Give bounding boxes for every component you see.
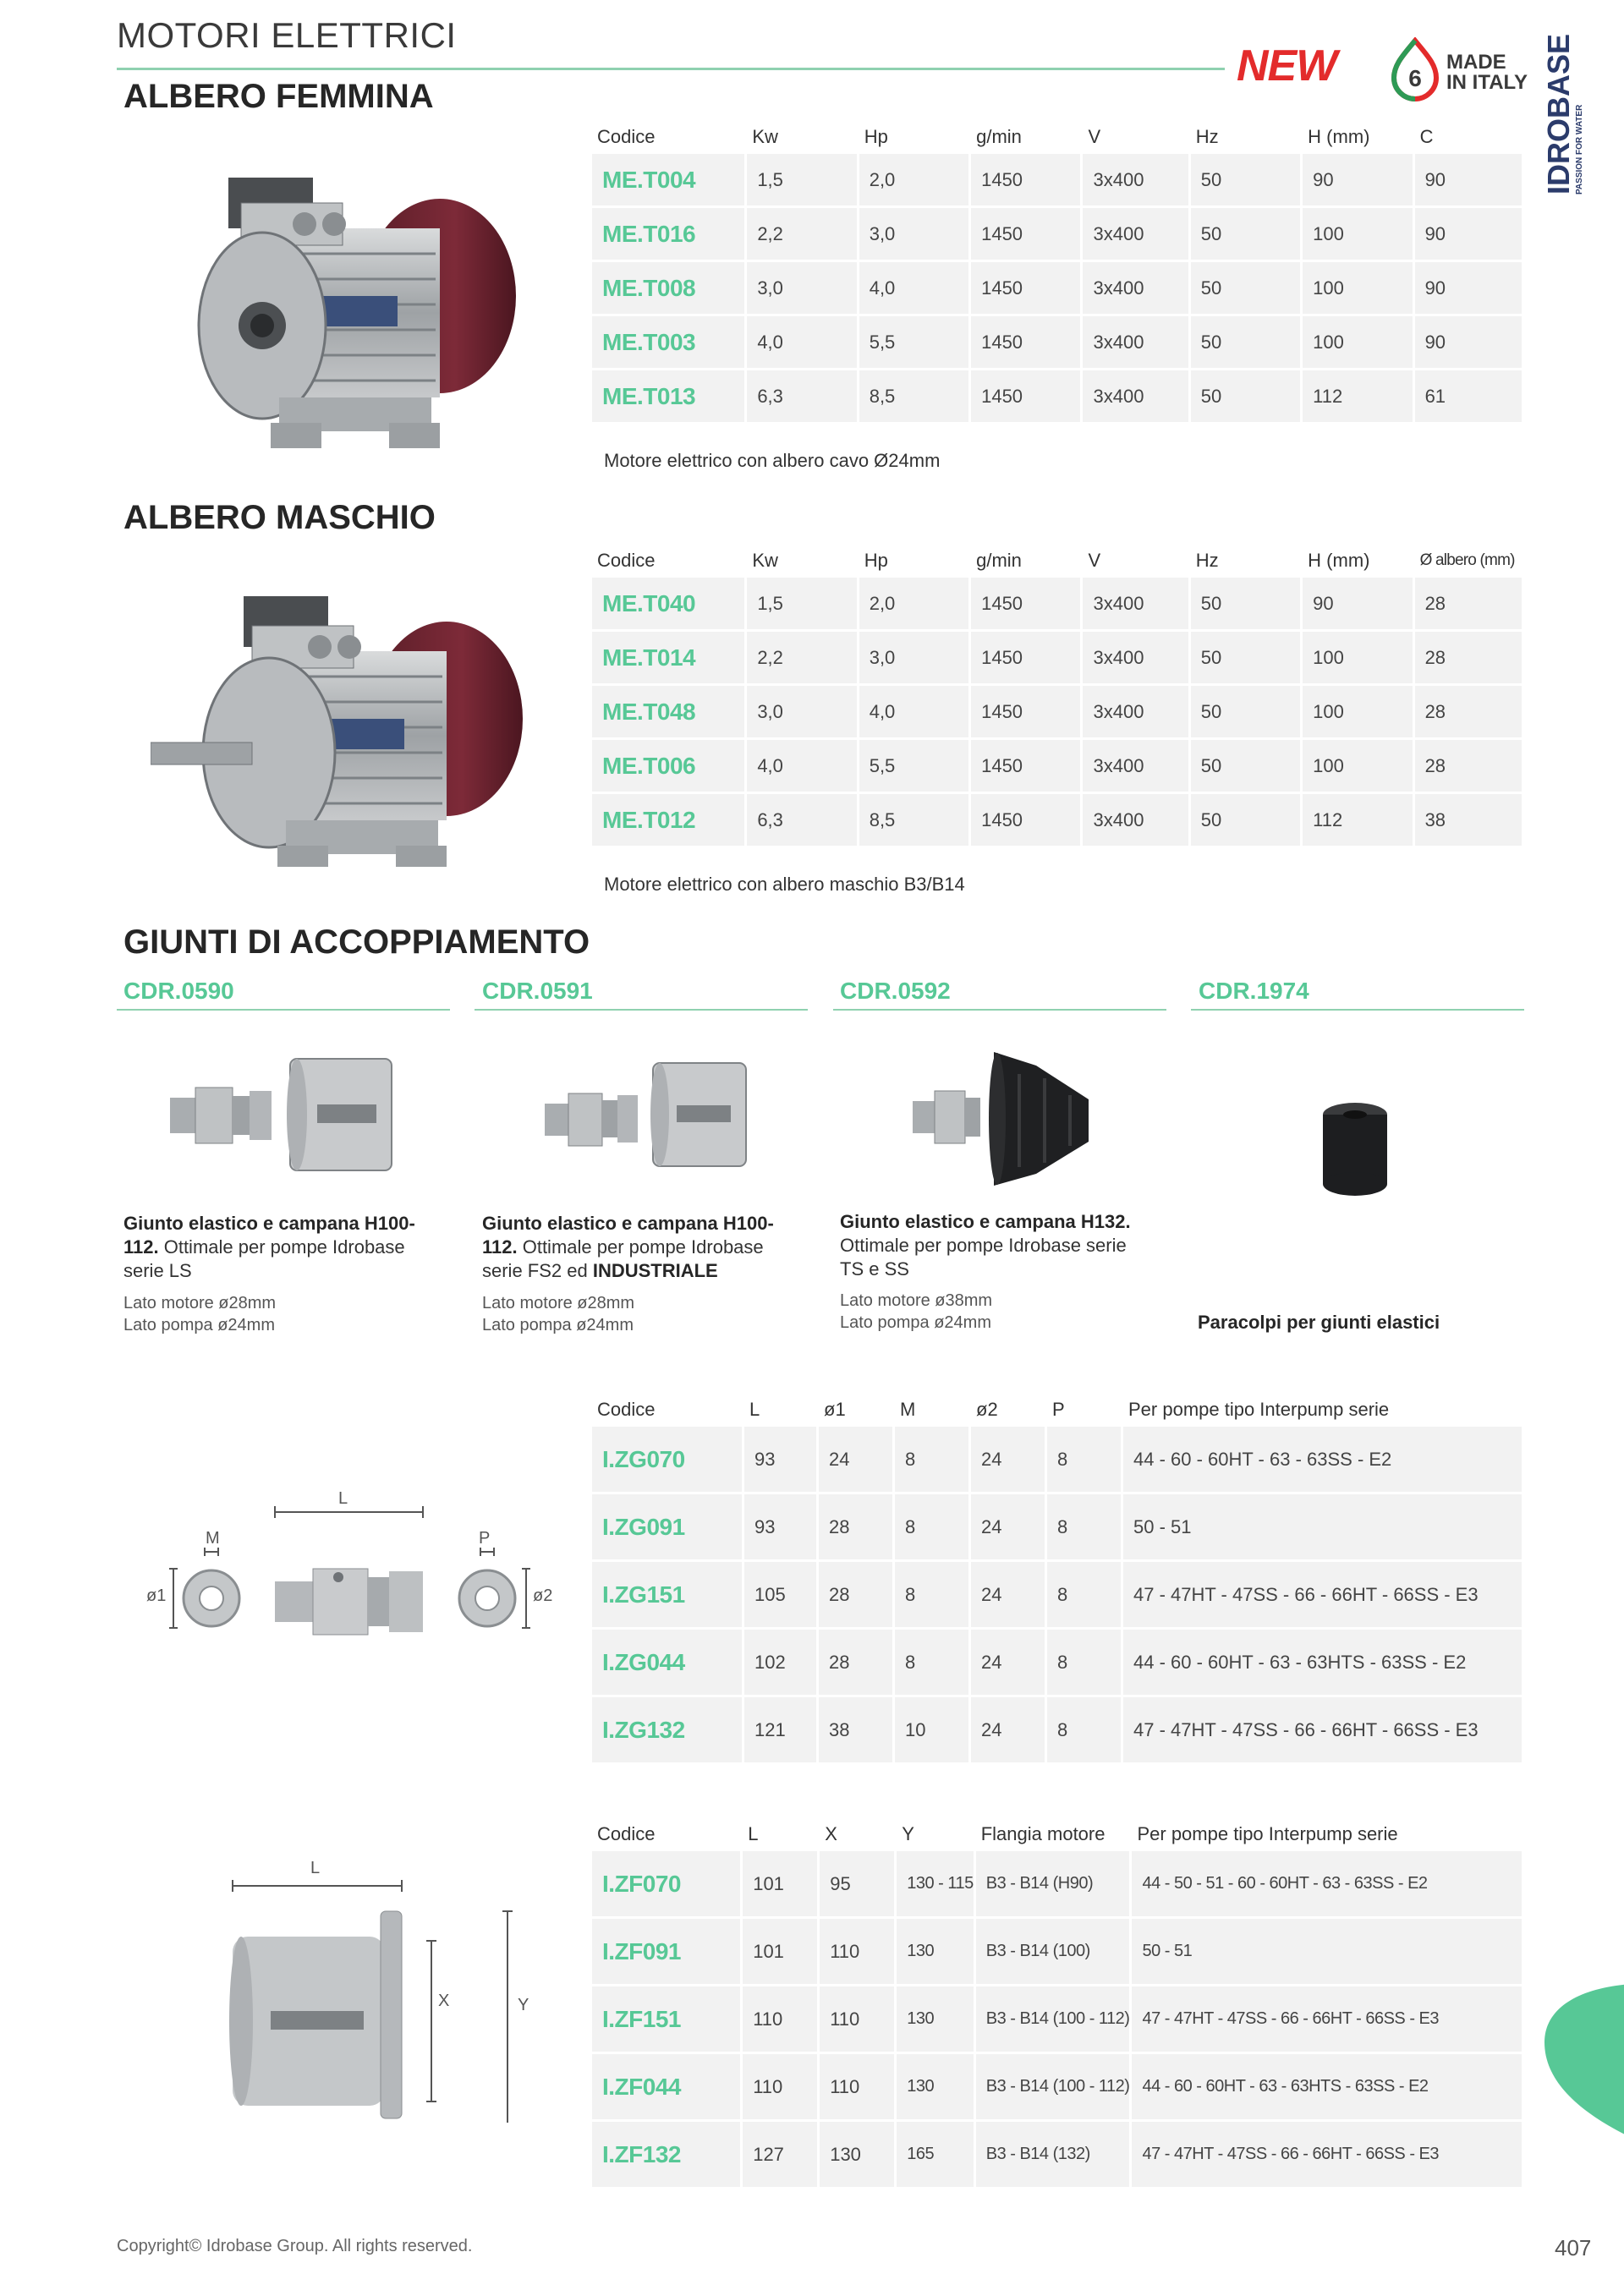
- cell: 4,0: [747, 740, 859, 794]
- brand-tagline: PASSION FOR WATER: [1575, 104, 1584, 195]
- table-row: [592, 208, 1524, 262]
- dim-label-l: L: [310, 1859, 321, 1877]
- coupling-desc-rest: Ottimale per pompe Idrobase serie FS2 ed: [482, 1236, 764, 1281]
- col-header: Flangia motore: [980, 1823, 1106, 1844]
- cell: 24: [971, 1697, 1047, 1765]
- spec-motor-side: Lato motore ø28mm: [482, 1294, 635, 1312]
- cell: 8: [1047, 1427, 1123, 1494]
- table-header-row: [592, 120, 1524, 154]
- cell: 8: [895, 1427, 971, 1494]
- coupling-spec: [482, 1292, 634, 1336]
- cell: 24: [971, 1630, 1047, 1697]
- cell: 44 - 50 - 51 - 60 - 60HT - 63 - 63SS - E2: [1132, 1851, 1524, 1919]
- cell: 50: [1191, 208, 1303, 262]
- cell: 24: [971, 1427, 1047, 1494]
- made-line1: MADE: [1446, 51, 1506, 74]
- coupling-image: [909, 1049, 1095, 1188]
- coupling-desc-bold: Giunto elastico e campana H132.: [840, 1211, 1131, 1232]
- cell: 28: [819, 1494, 895, 1562]
- copyright: Copyright© Idrobase Group. All rights reserved.: [117, 2237, 473, 2255]
- cell: 44 - 60 - 60HT - 63 - 63HTS - 63SS - E2: [1132, 2054, 1524, 2122]
- cell: 1450: [971, 316, 1083, 370]
- cell: 90: [1415, 262, 1524, 316]
- cell: 1450: [971, 632, 1083, 686]
- cell: 3x400: [1083, 632, 1190, 686]
- cell: 3x400: [1083, 686, 1190, 740]
- cell: 50: [1191, 578, 1303, 632]
- cell: 2,2: [747, 208, 859, 262]
- col-header: Y: [902, 1823, 914, 1844]
- cell: 28: [1415, 686, 1524, 740]
- cell: 10: [895, 1697, 971, 1765]
- table-row: [592, 1986, 1524, 2054]
- cell: B3 - B14 (100 - 112): [976, 2054, 1133, 2122]
- cell: 50: [1191, 370, 1303, 425]
- cell: 5,5: [859, 316, 971, 370]
- coupling-code: CDR.0592: [840, 978, 951, 1004]
- cell: 1450: [971, 740, 1083, 794]
- cell: 93: [744, 1427, 819, 1494]
- coupling-divider: [117, 1009, 450, 1011]
- product-code: I.ZG070: [592, 1427, 744, 1494]
- cell: 50: [1191, 316, 1303, 370]
- col-header: Kw: [752, 126, 778, 147]
- cell: 3x400: [1083, 316, 1190, 370]
- coupling-spec: [123, 1292, 276, 1336]
- dim-label-m: M: [206, 1529, 220, 1548]
- section-title-giunti: GIUNTI DI ACCOPPIAMENTO: [123, 923, 590, 961]
- table-row: [592, 794, 1524, 848]
- cell: 100: [1303, 740, 1414, 794]
- cell: 4,0: [859, 686, 971, 740]
- table-row: [592, 686, 1524, 740]
- cell: 47 - 47HT - 47SS - 66 - 66HT - 66SS - E3: [1132, 2122, 1524, 2189]
- cell: 4,0: [747, 316, 859, 370]
- table-zg-couplings: [592, 1393, 1524, 1765]
- product-code: ME.T016: [592, 208, 747, 262]
- table-header-row: [592, 1817, 1524, 1851]
- coupling-description: [1198, 1311, 1440, 1334]
- cell: 3x400: [1083, 794, 1190, 848]
- cell: 93: [744, 1494, 819, 1562]
- col-header: X: [825, 1823, 837, 1844]
- table-row: [592, 1427, 1524, 1494]
- col-header: Hz: [1195, 126, 1219, 147]
- cell: 24: [819, 1427, 895, 1494]
- cell: 90: [1415, 316, 1524, 370]
- table-row: [592, 740, 1524, 794]
- cell: 121: [744, 1697, 819, 1765]
- product-code: I.ZF091: [592, 1919, 743, 1986]
- table-row: [592, 2054, 1524, 2122]
- table-row: [592, 1494, 1524, 1562]
- product-code: ME.T006: [592, 740, 747, 794]
- cell: 1450: [971, 686, 1083, 740]
- brand-logo: [1541, 33, 1592, 203]
- coupling-desc-rest: Ottimale per pompe Idrobase serie TS e SS: [840, 1235, 1127, 1280]
- cell: 3x400: [1083, 154, 1190, 208]
- table-row: [592, 262, 1524, 316]
- cell: 2,0: [859, 154, 971, 208]
- dim-label-d1: ø1: [146, 1586, 167, 1605]
- product-code: ME.T012: [592, 794, 747, 848]
- col-header: H (mm): [1308, 126, 1370, 147]
- table-albero-femmina: [592, 120, 1524, 425]
- product-code: I.ZG044: [592, 1630, 744, 1697]
- col-header: C: [1419, 126, 1434, 147]
- cell: B3 - B14 (100): [976, 1919, 1133, 1986]
- page-number: 407: [1555, 2235, 1592, 2260]
- product-code: ME.T040: [592, 578, 747, 632]
- cell: 1450: [971, 208, 1083, 262]
- cell: 90: [1303, 154, 1414, 208]
- cell: B3 - B14 (100 - 112): [976, 1986, 1133, 2054]
- dim-label-p: P: [479, 1529, 491, 1548]
- table-row: [592, 370, 1524, 425]
- coupling-image: [165, 1047, 398, 1182]
- cell: 8: [895, 1494, 971, 1562]
- cell: 130: [897, 2054, 976, 2122]
- cell: 47 - 47HT - 47SS - 66 - 66HT - 66SS - E3: [1132, 1986, 1524, 2054]
- cell: 90: [1303, 578, 1414, 632]
- table-row: [592, 1919, 1524, 1986]
- col-header: ø2: [976, 1399, 998, 1420]
- coupling-desc-bold: Paracolpi per giunti elastici: [1198, 1312, 1440, 1333]
- spec-pump-side: Lato pompa ø24mm: [123, 1316, 275, 1334]
- zf-bell-housing-diagram: [220, 1877, 541, 2123]
- cell: 28: [819, 1630, 895, 1697]
- cell: 3x400: [1083, 578, 1190, 632]
- cell: 50: [1191, 632, 1303, 686]
- cell: 2,0: [859, 578, 971, 632]
- cell: 3x400: [1083, 262, 1190, 316]
- cell: 50: [1191, 740, 1303, 794]
- coupling-divider: [1191, 1009, 1524, 1011]
- table-header-row: [592, 544, 1524, 578]
- table-note: Motore elettrico con albero maschio B3/B14: [604, 874, 965, 895]
- coupling-code: CDR.1974: [1199, 978, 1309, 1004]
- coupling-divider: [475, 1009, 808, 1011]
- spec-motor-side: Lato motore ø28mm: [123, 1294, 277, 1312]
- cell: 50 - 51: [1123, 1494, 1524, 1562]
- cell: 44 - 60 - 60HT - 63 - 63SS - E2: [1123, 1427, 1524, 1494]
- motor-hollow-shaft-image: [169, 169, 533, 465]
- cell: 28: [1415, 740, 1524, 794]
- table-row: [592, 316, 1524, 370]
- cell: 1450: [971, 262, 1083, 316]
- coupling-code: CDR.0590: [123, 978, 234, 1004]
- cell: 8: [1047, 1494, 1123, 1562]
- col-header: V: [1088, 126, 1101, 147]
- page-title: MOTORI ELETTRICI: [117, 15, 457, 55]
- col-header: Per pompe tipo Interpump serie: [1128, 1399, 1390, 1420]
- cell: 130: [897, 1919, 976, 1986]
- col-header: Per pompe tipo Interpump serie: [1137, 1823, 1398, 1844]
- cell: 38: [819, 1697, 895, 1765]
- cell: 165: [897, 2122, 976, 2189]
- table-row: [592, 2122, 1524, 2189]
- cell: 50: [1191, 794, 1303, 848]
- cell: 8: [1047, 1562, 1123, 1630]
- cell: 28: [819, 1562, 895, 1630]
- cell: 8: [1047, 1630, 1123, 1697]
- section-title-albero-femmina: ALBERO FEMMINA: [123, 78, 434, 115]
- cell: 3,0: [747, 686, 859, 740]
- cell: 8: [1047, 1697, 1123, 1765]
- cell: 24: [971, 1494, 1047, 1562]
- cell: 28: [1415, 578, 1524, 632]
- cell: 8: [895, 1562, 971, 1630]
- product-code: I.ZF132: [592, 2122, 743, 2189]
- col-header: Codice: [597, 1399, 656, 1420]
- product-code: I.ZF044: [592, 2054, 743, 2122]
- cell: 1450: [971, 154, 1083, 208]
- cell: 110: [743, 2054, 820, 2122]
- col-header: Ø albero (mm): [1419, 551, 1515, 569]
- cell: 1450: [971, 578, 1083, 632]
- made-in-italy-logo-icon: [1387, 37, 1443, 101]
- cell: 3x400: [1083, 208, 1190, 262]
- product-code: ME.T003: [592, 316, 747, 370]
- cell: 8,5: [859, 794, 971, 848]
- bumper-image: [1320, 1099, 1391, 1199]
- col-header: Codice: [597, 550, 656, 571]
- product-code: I.ZF151: [592, 1986, 743, 2054]
- cell: 4,0: [859, 262, 971, 316]
- col-header: V: [1088, 550, 1101, 571]
- col-header: Codice: [597, 1823, 656, 1844]
- page-corner-decoration: [1544, 1983, 1624, 2148]
- cell: 1450: [971, 794, 1083, 848]
- product-code: I.ZF070: [592, 1851, 743, 1919]
- product-code: ME.T014: [592, 632, 747, 686]
- cell: 3x400: [1083, 370, 1190, 425]
- col-header: Codice: [597, 126, 656, 147]
- spec-pump-side: Lato pompa ø24mm: [482, 1316, 634, 1334]
- product-code: ME.T004: [592, 154, 747, 208]
- coupling-desc-bold: INDUSTRIALE: [592, 1260, 718, 1281]
- coupling-description: [840, 1210, 1144, 1281]
- col-header: ø1: [824, 1399, 846, 1420]
- coupling-desc-rest: Ottimale per pompe Idrobase serie LS: [123, 1236, 405, 1281]
- coupling-desc-bold: Giunto elastico e campana H100-112.: [482, 1213, 774, 1258]
- table-row: [592, 1697, 1524, 1765]
- product-code: ME.T013: [592, 370, 747, 425]
- cell: 100: [1303, 632, 1414, 686]
- cell: 5,5: [859, 740, 971, 794]
- table-note: Motore elettrico con albero cavo Ø24mm: [604, 450, 941, 471]
- table-row: [592, 1562, 1524, 1630]
- table-row: [592, 1630, 1524, 1697]
- product-code: I.ZG151: [592, 1562, 744, 1630]
- cell: 6,3: [747, 794, 859, 848]
- cell: 110: [820, 1986, 897, 2054]
- zg-coupling-diagram: [135, 1484, 562, 1641]
- coupling-code: CDR.0591: [482, 978, 593, 1004]
- cell: 28: [1415, 632, 1524, 686]
- cell: 8: [895, 1630, 971, 1697]
- cell: 44 - 60 - 60HT - 63 - 63HTS - 63SS - E2: [1123, 1630, 1524, 1697]
- cell: 100: [1303, 262, 1414, 316]
- cell: 3,0: [859, 632, 971, 686]
- table-row: [592, 578, 1524, 632]
- cell: 38: [1415, 794, 1524, 848]
- cell: 3x400: [1083, 740, 1190, 794]
- cell: 130 - 115: [897, 1851, 976, 1919]
- cell: 1,5: [747, 154, 859, 208]
- cell: 101: [743, 1919, 820, 1986]
- cell: 100: [1303, 316, 1414, 370]
- table-albero-maschio: [592, 544, 1524, 848]
- cell: 1,5: [747, 578, 859, 632]
- col-header: Hp: [864, 126, 888, 147]
- col-header: H (mm): [1308, 550, 1370, 571]
- cell: B3 - B14 (H90): [976, 1851, 1133, 1919]
- product-code: ME.T048: [592, 686, 747, 740]
- cell: 50: [1191, 686, 1303, 740]
- cell: 110: [820, 1919, 897, 1986]
- cell: 112: [1303, 794, 1414, 848]
- col-header: g/min: [976, 550, 1022, 571]
- col-header: L: [748, 1823, 759, 1844]
- cell: 130: [897, 1986, 976, 2054]
- dim-label-x: X: [438, 1992, 450, 2010]
- cell: 47 - 47HT - 47SS - 66 - 66HT - 66SS - E3: [1123, 1562, 1524, 1630]
- col-header: L: [749, 1399, 760, 1420]
- coupling-description: [123, 1212, 420, 1283]
- cell: 24: [971, 1562, 1047, 1630]
- coupling-image: [541, 1053, 753, 1180]
- title-divider: [117, 68, 1225, 70]
- dim-label-l: L: [338, 1489, 348, 1508]
- cell: 90: [1415, 154, 1524, 208]
- product-code: I.ZG091: [592, 1494, 744, 1562]
- cell: 100: [1303, 686, 1414, 740]
- product-code: I.ZG132: [592, 1697, 744, 1765]
- cell: 1450: [971, 370, 1083, 425]
- table-row: [592, 632, 1524, 686]
- spec-pump-side: Lato pompa ø24mm: [840, 1313, 991, 1332]
- coupling-description: [482, 1212, 795, 1283]
- dim-label-d2: ø2: [533, 1586, 553, 1605]
- cell: 6,3: [747, 370, 859, 425]
- new-badge: NEW: [1237, 41, 1337, 90]
- section-title-albero-maschio: ALBERO MASCHIO: [123, 499, 436, 536]
- cell: B3 - B14 (132): [976, 2122, 1133, 2189]
- cell: 100: [1303, 208, 1414, 262]
- col-header: P: [1052, 1399, 1065, 1420]
- spec-motor-side: Lato motore ø38mm: [840, 1291, 993, 1310]
- motor-solid-shaft-image: [151, 592, 540, 871]
- cell: 47 - 47HT - 47SS - 66 - 66HT - 66SS - E3: [1123, 1697, 1524, 1765]
- cell: 50: [1191, 262, 1303, 316]
- coupling-divider: [833, 1009, 1166, 1011]
- col-header: Kw: [752, 550, 778, 571]
- col-header: g/min: [976, 126, 1022, 147]
- made-line2: IN ITALY: [1446, 71, 1528, 94]
- cell: 105: [744, 1562, 819, 1630]
- cell: 3,0: [859, 208, 971, 262]
- cell: 130: [820, 2122, 897, 2189]
- cell: 8,5: [859, 370, 971, 425]
- cell: 110: [743, 1986, 820, 2054]
- col-header: M: [900, 1399, 916, 1420]
- col-header: Hp: [864, 550, 888, 571]
- cell: 50: [1191, 154, 1303, 208]
- brand-name: IDROBASE: [1541, 33, 1576, 195]
- cell: 102: [744, 1630, 819, 1697]
- coupling-desc-bold: Giunto elastico e campana H100-112.: [123, 1213, 415, 1258]
- made-in-italy-label: [1446, 52, 1528, 93]
- product-code: ME.T008: [592, 262, 747, 316]
- cell: 110: [820, 2054, 897, 2122]
- svg-text:6: 6: [1408, 65, 1422, 91]
- table-header-row: [592, 1393, 1524, 1427]
- coupling-spec: [840, 1290, 992, 1334]
- table-row: [592, 154, 1524, 208]
- cell: 95: [820, 1851, 897, 1919]
- cell: 2,2: [747, 632, 859, 686]
- cell: 90: [1415, 208, 1524, 262]
- table-zf-bell-housings: [592, 1817, 1524, 2189]
- cell: 101: [743, 1851, 820, 1919]
- dim-label-y: Y: [518, 1996, 529, 2014]
- cell: 127: [743, 2122, 820, 2189]
- cell: 61: [1415, 370, 1524, 425]
- cell: 112: [1303, 370, 1414, 425]
- col-header: Hz: [1195, 550, 1219, 571]
- cell: 50 - 51: [1132, 1919, 1524, 1986]
- table-row: [592, 1851, 1524, 1919]
- cell: 3,0: [747, 262, 859, 316]
